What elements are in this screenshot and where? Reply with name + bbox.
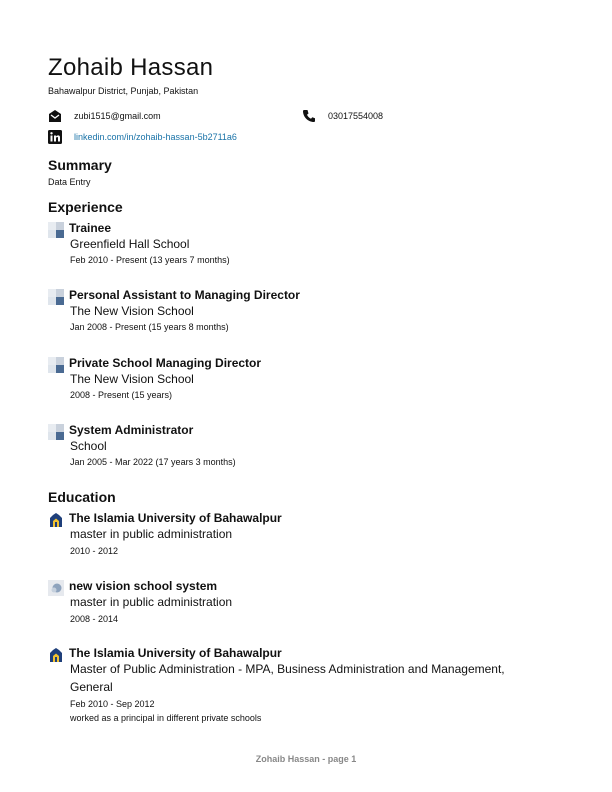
phone-icon bbox=[302, 109, 316, 123]
job-title: Personal Assistant to Managing Director bbox=[69, 288, 300, 302]
summary-text: Data Entry bbox=[48, 177, 91, 187]
company-name: School bbox=[70, 439, 107, 453]
linkedin-icon bbox=[48, 130, 62, 144]
degree-name-line-2: General bbox=[70, 680, 113, 694]
school-name: new vision school system bbox=[69, 579, 218, 593]
education-heading: Education bbox=[48, 489, 116, 505]
job-dates: Feb 2010 - Present (13 years 7 months) bbox=[70, 255, 230, 265]
phone-text[interactable]: 03017554008 bbox=[328, 111, 384, 121]
education-note: worked as a principal in different private schools bbox=[70, 713, 262, 723]
job-dates: Jan 2005 - Mar 2022 (17 years 3 months) bbox=[70, 457, 236, 467]
education-dates: Feb 2010 - Sep 2012 bbox=[70, 699, 155, 709]
company-logo-icon bbox=[48, 222, 64, 238]
job-title: Trainee bbox=[69, 221, 112, 235]
university-crest-icon bbox=[48, 512, 64, 528]
company-name: The New Vision School bbox=[70, 304, 194, 318]
company-logo-icon bbox=[48, 289, 64, 305]
linkedin-row bbox=[48, 130, 237, 144]
job-title: Private School Managing Director bbox=[69, 356, 262, 370]
university-crest-icon bbox=[48, 647, 64, 663]
job-title: System Administrator bbox=[69, 423, 194, 437]
education-dates: 2010 - 2012 bbox=[70, 546, 119, 556]
job-dates: 2008 - Present (15 years) bbox=[70, 390, 173, 400]
page-footer: Zohaib Hassan - page 1 bbox=[255, 754, 357, 764]
candidate-name: Zohaib Hassan bbox=[48, 54, 214, 81]
linkedin-link[interactable]: linkedin.com/in/zohaib-hassan-5b2711a6 bbox=[74, 132, 237, 142]
education-dates: 2008 - 2014 bbox=[70, 614, 119, 624]
email-icon bbox=[48, 109, 62, 123]
school-name: The Islamia University of Bahawalpur bbox=[69, 646, 282, 660]
school-logo-icon bbox=[48, 580, 64, 596]
phone-row bbox=[302, 109, 383, 123]
job-dates: Jan 2008 - Present (15 years 8 months) bbox=[70, 322, 229, 332]
summary-heading: Summary bbox=[48, 157, 112, 173]
company-logo-icon bbox=[48, 424, 64, 440]
email-text[interactable]: zubi1515@gmail.com bbox=[74, 111, 161, 121]
company-logo-icon bbox=[48, 357, 64, 373]
email-row bbox=[48, 109, 161, 123]
school-name: The Islamia University of Bahawalpur bbox=[69, 511, 282, 525]
degree-name-line-1: Master of Public Administration - MPA, Business Administration and Management, bbox=[70, 662, 505, 676]
degree-name: master in public administration bbox=[70, 595, 233, 609]
experience-heading: Experience bbox=[48, 199, 123, 215]
company-name: Greenfield Hall School bbox=[70, 237, 190, 251]
degree-name: master in public administration bbox=[70, 527, 233, 541]
company-name: The New Vision School bbox=[70, 372, 194, 386]
candidate-location: Bahawalpur District, Punjab, Pakistan bbox=[48, 86, 199, 96]
